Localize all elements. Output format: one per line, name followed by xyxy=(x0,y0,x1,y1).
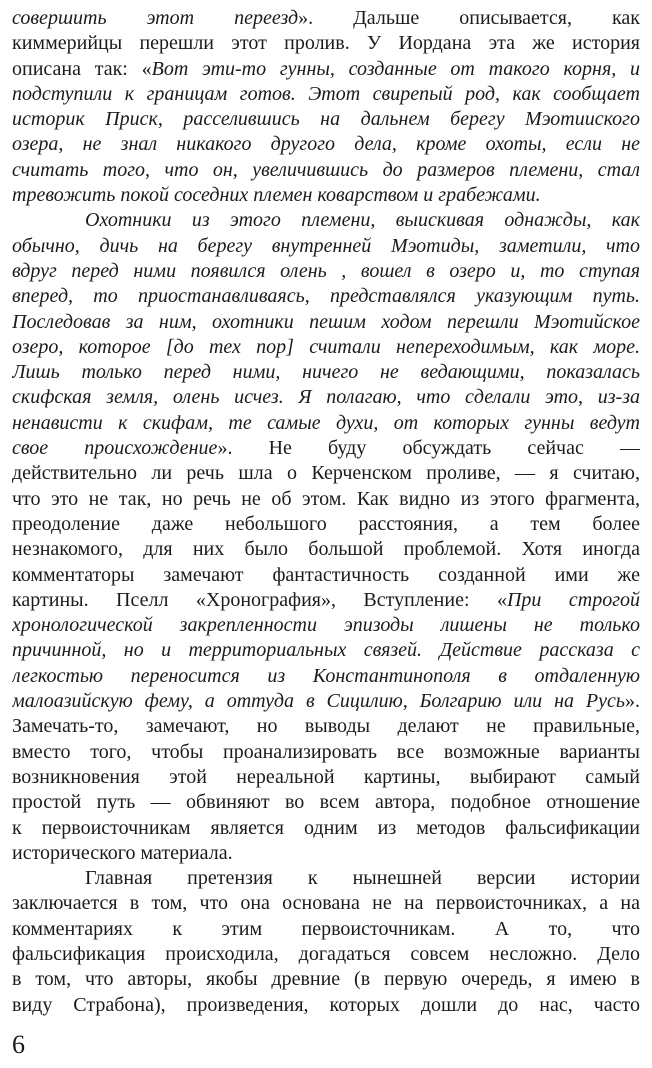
text-line xyxy=(12,638,640,663)
italic-quote-text: Последовав за ним, охотники пешим ходом перешли Мэотийское xyxy=(12,310,640,333)
italic-quote-text: тревожить покой соседних племен коварством и грабежами. xyxy=(12,184,541,207)
italic-quote-text: малоазийскую фему, а оттуда в Сицилию, Болгарию или на Русь xyxy=(12,690,625,713)
page-body-text xyxy=(12,6,640,1018)
text-line xyxy=(12,461,640,486)
italic-quote-text: легкостью переносится из Константинополя в отдаленную xyxy=(12,664,640,687)
text-line xyxy=(12,183,640,208)
text-line xyxy=(12,993,640,1018)
text-line xyxy=(12,917,640,942)
body-text: Замечать-то, замечают, но выводы делают не правильные, xyxy=(12,715,640,738)
text-line xyxy=(12,765,640,790)
text-line xyxy=(12,790,640,815)
text-line xyxy=(12,284,640,309)
text-line xyxy=(12,158,640,183)
text-line xyxy=(12,82,640,107)
text-line xyxy=(12,740,640,765)
body-text: фальсификация происходила, догадаться совсем несложно. Дело xyxy=(12,942,640,965)
text-line xyxy=(12,588,640,613)
text-line xyxy=(12,132,640,157)
text-line xyxy=(12,512,640,537)
text-line xyxy=(12,942,640,967)
body-text: ». Дальше описывается, как xyxy=(298,7,640,29)
text-line xyxy=(12,487,640,512)
text-line xyxy=(12,689,640,714)
text-line xyxy=(12,411,640,436)
italic-quote-text: обычно, дичь на берегу внутренней Мэотиды, заметили, что xyxy=(12,234,640,257)
body-text: картины. Пселл «Хронография», Вступление: « xyxy=(12,588,507,611)
body-text: простой путь — обвиняют во всем автора, подобное отношение xyxy=(12,791,640,814)
text-line xyxy=(12,234,640,259)
text-line xyxy=(12,891,640,916)
page-number: 6 xyxy=(12,1030,25,1059)
body-text: ». Не буду обсуждать сейчас — xyxy=(217,437,640,460)
text-line xyxy=(12,613,640,638)
italic-quote-text: свое происхождение xyxy=(12,437,218,460)
italic-quote-text: подступили к границам готов. Этот свирепый род, как сообщает xyxy=(12,82,640,105)
text-line xyxy=(12,31,640,56)
body-text: заключается в том, что она основана не на первоисточниках, а на xyxy=(12,892,640,915)
italic-quote-text: озера, не знал никакого другого дела, кроме охоты, если не xyxy=(12,133,640,156)
text-line xyxy=(12,360,640,385)
italic-quote-text: хронологической закрепленности эпизоды лишены не только xyxy=(12,614,640,637)
body-text: виду Страбона), произведения, которых дошли до нас, часто xyxy=(12,993,640,1016)
italic-quote-text: Лишь только перед ними, ничего не ведающими, показалась xyxy=(12,361,640,384)
body-text: преодоление даже небольшого расстояния, а тем более xyxy=(12,512,640,535)
italic-quote-text: озеро, которое [до тех пор] считали непереходимым, как море. xyxy=(12,335,640,358)
italic-quote-text: считать того, что он, увеличившись до размеров племени, стал xyxy=(12,158,640,181)
italic-quote-text: Охотники из этого племени, выискивая однажды, как xyxy=(85,209,640,232)
italic-quote-text: вдруг перед ними появился олень , вошел в озеро и, то ступая xyxy=(12,259,640,282)
text-line xyxy=(12,6,640,31)
body-text: вместо того, чтобы проанализировать все возможные варианты xyxy=(12,740,640,763)
text-line xyxy=(12,385,640,410)
body-text: в том, что авторы, якобы древние (в первую очередь, я имею в xyxy=(12,968,640,991)
text-line xyxy=(12,335,640,360)
italic-quote-text: причинной, но и территориальных связей. Действие рассказа с xyxy=(12,639,640,662)
text-line xyxy=(12,259,640,284)
text-line xyxy=(12,841,640,866)
body-text: исторического материала. xyxy=(12,841,233,864)
text-line xyxy=(12,866,640,891)
italic-quote-text: совершить этот переезд xyxy=(12,7,299,29)
text-line xyxy=(12,310,640,335)
text-line xyxy=(12,816,640,841)
text-line xyxy=(12,664,640,689)
text-line xyxy=(12,208,640,233)
text-line xyxy=(12,714,640,739)
italic-quote-text: ненависти к скифам, те самые духи, от которых гунны ведут xyxy=(12,411,640,434)
body-text: киммерийцы перешли этот пролив. У Иордана эта же история xyxy=(12,32,640,55)
text-line xyxy=(12,436,640,461)
text-line xyxy=(12,107,640,132)
body-text: возникновения этой нереальной картины, выбирают самый xyxy=(12,765,640,788)
text-line xyxy=(12,967,640,992)
text-line xyxy=(12,563,640,588)
body-text: описана так: « xyxy=(12,57,152,80)
italic-quote-text: вперед, то приостанавливаясь, представлялся указующим путь. xyxy=(12,285,640,308)
body-text: Главная претензия к нынешней версии истории xyxy=(85,867,640,890)
text-line xyxy=(12,537,640,562)
italic-quote-text: скифская земля, олень исчез. Я полагаю, что сделали это, из-за xyxy=(12,386,640,409)
italic-quote-text: историк Приск, расселившись на дальнем берегу Мэотииского xyxy=(12,108,640,131)
italic-quote-text: Вот эти-то гунны, созданные от такого корня, и xyxy=(151,57,640,80)
text-line xyxy=(12,57,640,82)
body-text: ». xyxy=(625,690,640,713)
italic-quote-text: При строгой xyxy=(506,588,640,611)
body-text: комментариях к этим первоисточникам. А то, что xyxy=(12,917,640,940)
body-text: комментаторы замечают фантастичность созданной ими же xyxy=(12,563,640,586)
body-text: действительно ли речь шла о Керченском проливе, — я считаю, xyxy=(12,462,640,485)
body-text: незнакомого, для них было большой проблемой. Хотя иногда xyxy=(12,538,640,561)
body-text: что это не так, но речь не об этом. Как видно из этого фрагмента, xyxy=(12,487,640,510)
body-text: к первоисточникам является одним из методов фальсификации xyxy=(12,816,640,839)
